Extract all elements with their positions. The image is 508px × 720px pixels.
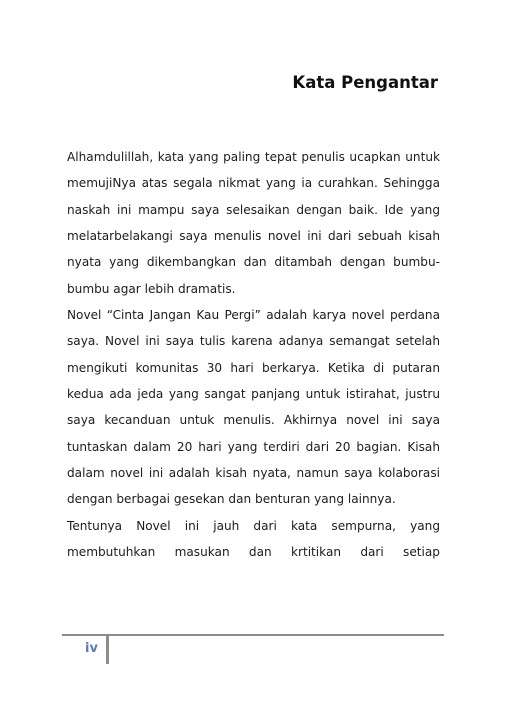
page-number: iv	[85, 641, 98, 656]
page-title: Kata Pengantar	[292, 73, 438, 92]
paragraph-2: Novel “Cinta Jangan Kau Pergi” adalah karya novel perdana saya. Novel ini saya tulis karena adanya semangat setelah mengikuti komunitas 30 hari berkarya. Ketika di putaran kedua ada jeda yang sangat panjang untuk istirahat, justru saya kecanduan untuk menulis. Akhirnya novel ini saya tuntaskan dalam 20 hari yang terdiri dari 20 bagian. Kisah dalam novel ini adalah kisah nyata, namun saya kolaborasi dengan berbagai gesekan dan benturan yang lainnya.	[67, 308, 440, 507]
footer-divider	[106, 634, 109, 664]
paragraph-3: Tentunya Novel ini jauh dari kata sempurna, yang membutuhkan masukan dan krtitikan dari setiap	[67, 518, 440, 560]
body-text	[67, 144, 440, 566]
footer-rule	[62, 634, 444, 636]
paragraph-1: Alhamdulillah, kata yang paling tepat penulis ucapkan untuk memujiNya atas segala nikmat yang ia curahkan. Sehingga naskah ini mampu saya selesaikan dengan baik. Ide yang melatarbelakangi saya menulis novel ini dari sebuah kisah nyata yang dikembangkan dan ditambah dengan bumbu-bumbu agar lebih dramatis.	[67, 150, 440, 296]
